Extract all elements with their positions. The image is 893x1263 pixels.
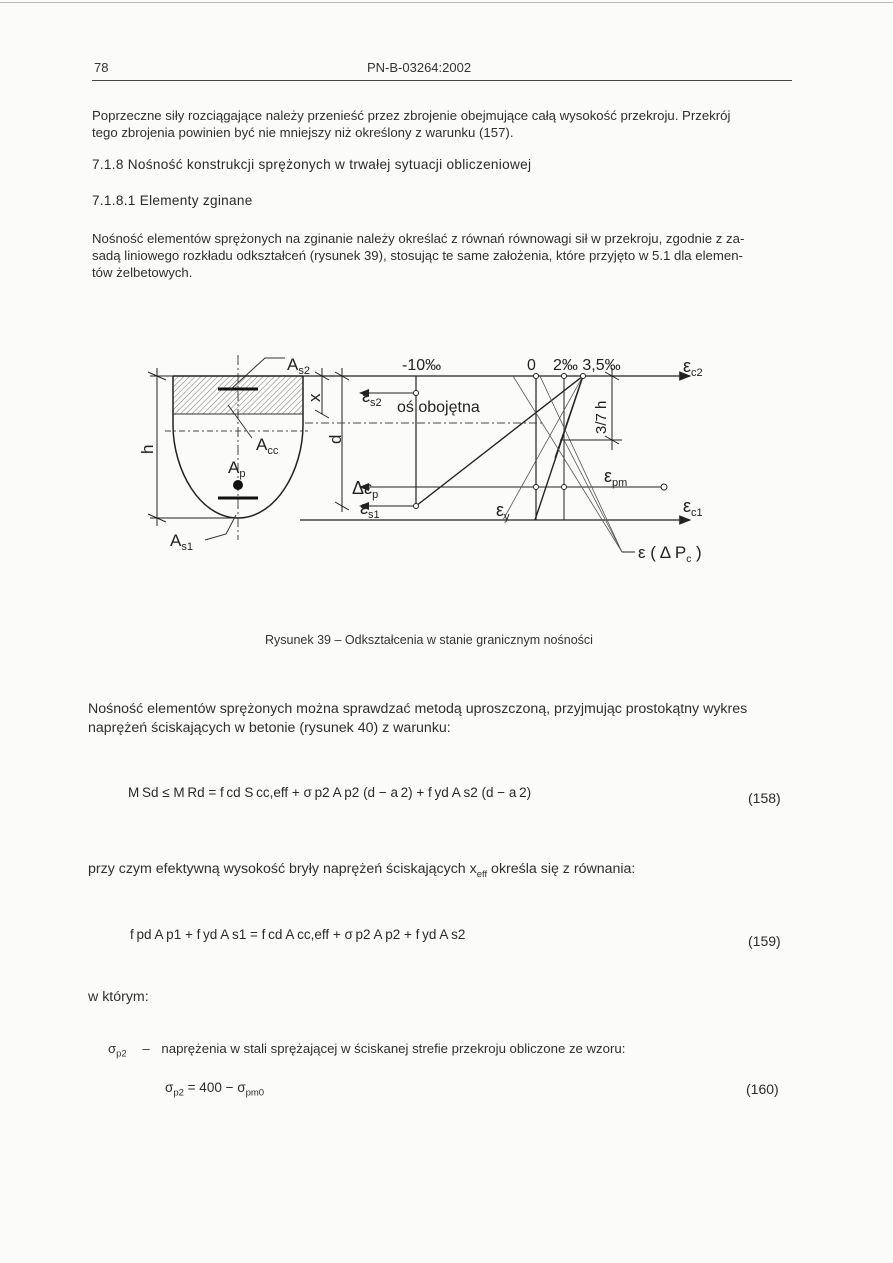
label-neutral-axis: oś obojętna	[397, 399, 480, 416]
label-ec2: $\varepsilon_{c2}$	[683, 356, 703, 379]
label-ec1: $\varepsilon_{c1}$	[683, 496, 703, 519]
tendon-Ap	[233, 480, 243, 490]
label-As1: $A_{s1}$	[170, 531, 193, 553]
where-label: w którym:	[88, 989, 149, 1005]
label-h: h	[138, 444, 157, 454]
strain-diagram	[300, 368, 690, 552]
label-delta-eps-p: $\Delta\varepsilon_p$	[352, 478, 379, 501]
equation-159-number: (159)	[748, 933, 781, 949]
sigma-p2-definition: $\sigma_{p2}$ – naprężenia w stali sprężającej w ściskanej strefie przekroju obliczone ze wzoru:	[108, 1041, 626, 1060]
section-title-7-1-8: 7.1.8 Nośność konstrukcji sprężonych w trwałej sytuacji obliczeniowej	[92, 157, 532, 172]
section-title-7-1-8-1: 7.1.8.1 Elementy zginane	[92, 193, 253, 208]
simplified-line-2: naprężeń ściskających w betonie (rysunek 40) z warunku:	[88, 720, 451, 736]
xeff-paragraph: przy czym efektywną wysokość bryły naprężeń ściskających $x_{eff}$ określa się z równania:	[88, 861, 636, 880]
label-d: d	[326, 434, 345, 444]
label-Acc: $A_{cc}$	[256, 435, 279, 457]
cross-section	[165, 355, 308, 540]
label-ey: $\varepsilon_y$	[496, 500, 510, 523]
section-para-line-3: tów żelbetowych.	[92, 265, 193, 280]
intro-line-1: Poprzeczne siły rozciągające należy przenieść przez zbrojenie obejmujące całą wysokość przekroju. Przekrój	[92, 108, 731, 123]
label-Ap: $A_p$	[228, 458, 246, 480]
label-eps-delta-pc: ε ( Δ $P_c$ )	[638, 543, 702, 565]
label-minus-10: -10‰	[402, 357, 442, 374]
label-2-3-5: 2‰ 3,5‰	[553, 357, 621, 374]
equation-160: $\sigma_{p2} = 400 - \sigma_{pm0}$	[165, 1080, 265, 1099]
equation-158-number: (158)	[748, 790, 781, 806]
label-As2: $A_{s2}$	[287, 355, 310, 377]
equation-160-number: (160)	[746, 1081, 779, 1097]
label-epm: $\varepsilon_{pm}$	[604, 466, 628, 489]
page-number: 78	[94, 60, 109, 75]
label-zero: 0	[527, 357, 536, 374]
simplified-line-1: Nośność elementów sprężonych można sprawdzać metodą uproszczoną, przyjmując prostokątny wykres	[88, 701, 748, 717]
label-es1: $\varepsilon_{s1}$	[360, 498, 380, 521]
label-es2: $\varepsilon_{s2}$	[362, 386, 382, 409]
label-3-7-h: 3/7 h	[593, 400, 610, 434]
standard-code: PN-B-03264:2002	[367, 60, 472, 75]
equation-159: f pd A p1 + f yd A s1 = f cd A cc,eff + σ p2 A p2 + f yd A s2	[130, 927, 466, 942]
label-x: x	[305, 393, 324, 402]
simplified-method-paragraph	[88, 700, 808, 738]
intro-line-2: tego zbrojenia powinien być nie mniejszy niż określony z warunku (157).	[92, 125, 514, 140]
equation-158: M Sd ≤ M Rd = f cd S cc,eff + σ p2 A p2 (d − a 2) + f yd A s2 (d − a 2)	[128, 785, 532, 800]
section-para-line-1: Nośność elementów sprężonych na zginanie należy określać z równań równowagi sił w przekroju, zgodnie z za-	[92, 231, 745, 246]
section-para-line-2: sadą liniowego rozkładu odkształceń (rysunek 39), stosując te same założenia, które przyjęto w 5.1 dla elemen-	[92, 248, 743, 263]
figure-39-strain-diagram	[0, 0, 893, 620]
figure-caption: Rysunek 39 – Odkształcenia w stanie granicznym nośności	[265, 633, 593, 647]
